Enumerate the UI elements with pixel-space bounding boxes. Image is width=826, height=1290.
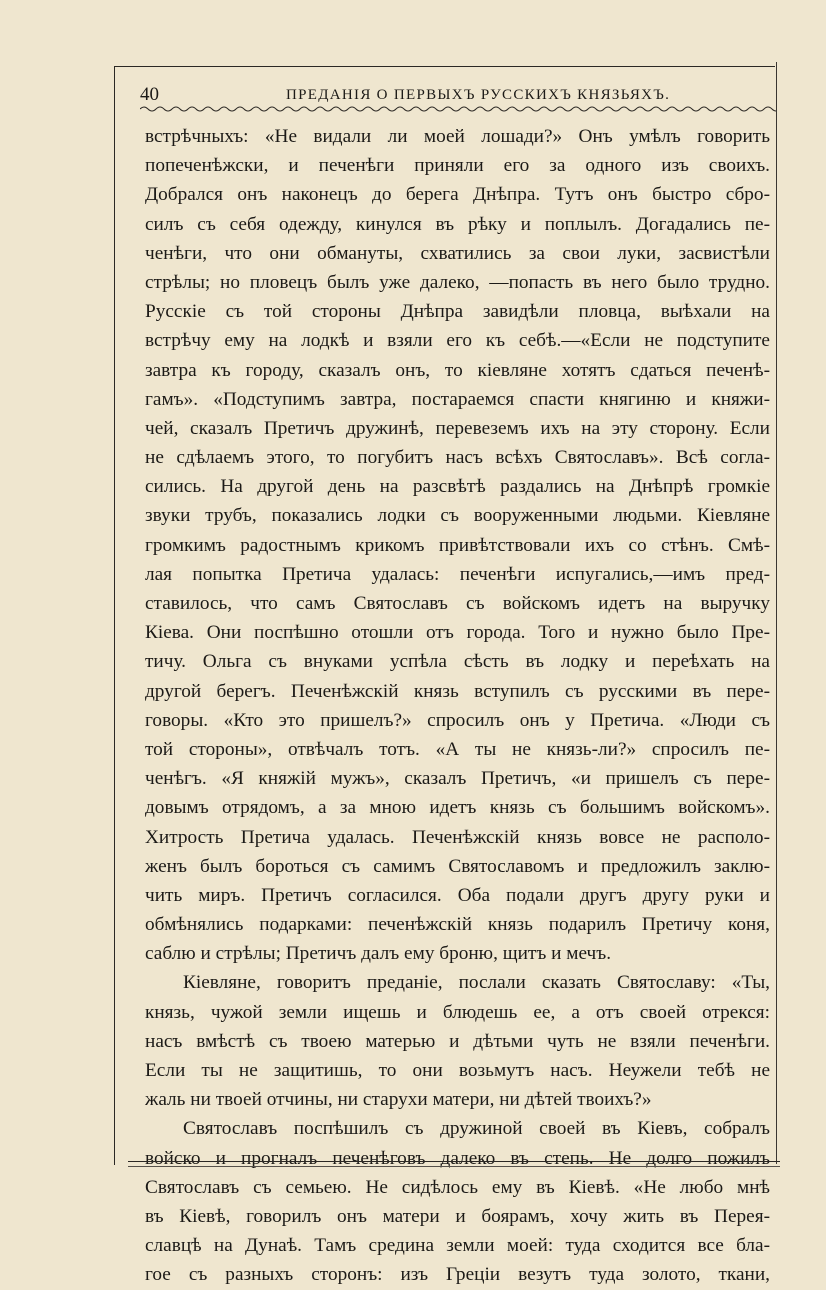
text-line: звуки трубъ, показались лодки съ вооруженными людьми. Кіевляне	[145, 505, 770, 527]
text-line: говоры. «Кто это пришелъ?» спросилъ онъ у Претича. «Люди съ	[145, 709, 770, 731]
text-line: насъ вмѣстѣ съ твоею матерью и дѣтьми чуть не взяли печенѣги.	[145, 1030, 770, 1052]
text-line: той стороны», отвѣчалъ тотъ. «А ты не князь-ли?» спросилъ пе-	[145, 738, 770, 760]
text-line: обмѣнялись подарками: печенѣжскій князь подарилъ Претичу коня,	[145, 914, 770, 936]
text-line: славцѣ на Дунаѣ. Тамъ средина земли моей: туда сходится все бла-	[145, 1235, 770, 1257]
text-line: чить миръ. Претичъ согласился. Оба подали другъ другу руки и	[145, 884, 770, 906]
text-line: саблю и стрѣлы; Претичъ далъ ему броню, щитъ и мечъ.	[145, 943, 612, 965]
text-line: Добрался онъ наконецъ до берега Днѣпра. Тутъ онъ быстро сбро-	[145, 184, 770, 206]
text-line: Хитрость Претича удалась. Печенѣжскій князь вовсе не располо-	[145, 826, 770, 848]
text-line: жаль ни твоей отчины, ни старухи матери, ни дѣтей твоихъ?»	[145, 1089, 652, 1111]
text-line: довымъ отрядомъ, а за мною идетъ князь съ большимъ войскомъ».	[145, 797, 770, 819]
text-line: громкимъ радостнымъ крикомъ привѣтствовали ихъ со стѣнъ. Смѣ-	[145, 534, 770, 556]
running-title: ПРЕДАНІЯ О ПЕРВЫХЪ РУССКИХЪ КНЯЗЬЯХЪ.	[286, 87, 671, 103]
text-line: ченѣгъ. «Я княжій мужъ», сказалъ Претичъ, «и пришелъ съ пере-	[145, 768, 770, 790]
text-line: встрѣчу ему на лодкѣ и взяли его къ себѣ.—«Если не подступите	[145, 330, 770, 352]
text-line: чей, сказалъ Претичъ дружинѣ, перевеземъ ихъ на эту сторону. Если	[145, 417, 770, 439]
text-line: другой берегъ. Печенѣжскій князь вступилъ съ русскими въ пере-	[145, 680, 770, 702]
text-line: гое съ разныхъ сторонъ: изъ Греціи везутъ туда золото, ткани,	[145, 1264, 770, 1286]
text-line: завтра къ городу, сказалъ онъ, то кіевляне хотятъ сдаться печенѣ-	[145, 359, 770, 381]
text-line: ставилось, что самъ Святославъ съ войскомъ идетъ на выручку	[145, 593, 770, 614]
text-line: тичу. Ольга съ внуками успѣла сѣсть въ лодку и переѣхать на	[145, 651, 770, 673]
text-line: гамъ». «Подступимъ завтра, постараемся спасти княгиню и княжи-	[145, 388, 770, 410]
text-line: Кіева. Они поспѣшно отошли отъ города. Того и нужно было Пре-	[145, 622, 770, 644]
footer-rule	[128, 1161, 780, 1162]
text-line: Если ты не защитишь, то они возьмутъ насъ. Неужели тебѣ не	[145, 1060, 770, 1081]
page-edge-line	[776, 62, 777, 1164]
text-line: стрѣлы; но пловецъ былъ уже далеко, —попасть въ него было трудно.	[145, 271, 770, 293]
text-line: Святославъ поспѣшилъ съ дружиной своей въ Кіевъ, собралъ	[183, 1118, 770, 1140]
text-line: войско и прогналъ печенѣговъ далеко въ степь. Не долго пожилъ	[145, 1147, 770, 1169]
text-line: сились. На другой день на разсвѣтѣ раздались на Днѣпрѣ громкіе	[145, 476, 770, 498]
text-line: князь, чужой земли ищешь и блюдешь ее, а отъ своей отрекся:	[145, 1001, 770, 1023]
header-ornament-rule	[140, 104, 776, 114]
text-line: не сдѣлаемъ этого, то погубитъ насъ всѣхъ Святославъ». Всѣ согла-	[145, 447, 770, 469]
text-line: попеченѣжски, и печенѣги приняли его за одного изъ своихъ.	[145, 155, 770, 177]
text-line: силъ съ себя одежду, кинулся въ рѣку и поплылъ. Догадались пе-	[145, 213, 770, 235]
page-number: 40	[140, 84, 159, 105]
body-text	[145, 122, 770, 1290]
text-line: женъ былъ бороться съ самимъ Святославомъ и предложилъ заклю-	[145, 855, 770, 877]
text-line: Русскіе съ той стороны Днѣпра завидѣли пловца, выѣхали на	[145, 301, 770, 323]
text-line: Святославъ съ семьею. Не сидѣлось ему въ Кіевѣ. «Не любо мнѣ	[145, 1176, 770, 1198]
text-line: лая попытка Претича удалась: печенѣги испугались,—имъ пред-	[145, 563, 770, 585]
text-line: встрѣчныхъ: «Не видали ли моей лошади?» Онъ умѣлъ говорить	[145, 126, 770, 147]
text-line: въ Кіевѣ, говорилъ онъ матери и боярамъ, хочу жить въ Перея-	[145, 1205, 770, 1227]
text-line: Кіевляне, говоритъ преданіе, послали сказать Святославу: «Ты,	[183, 972, 770, 994]
text-line: ченѣги, что они обмануты, схватились за свои луки, засвистѣли	[145, 242, 770, 264]
footer-rule-thin	[128, 1166, 780, 1167]
